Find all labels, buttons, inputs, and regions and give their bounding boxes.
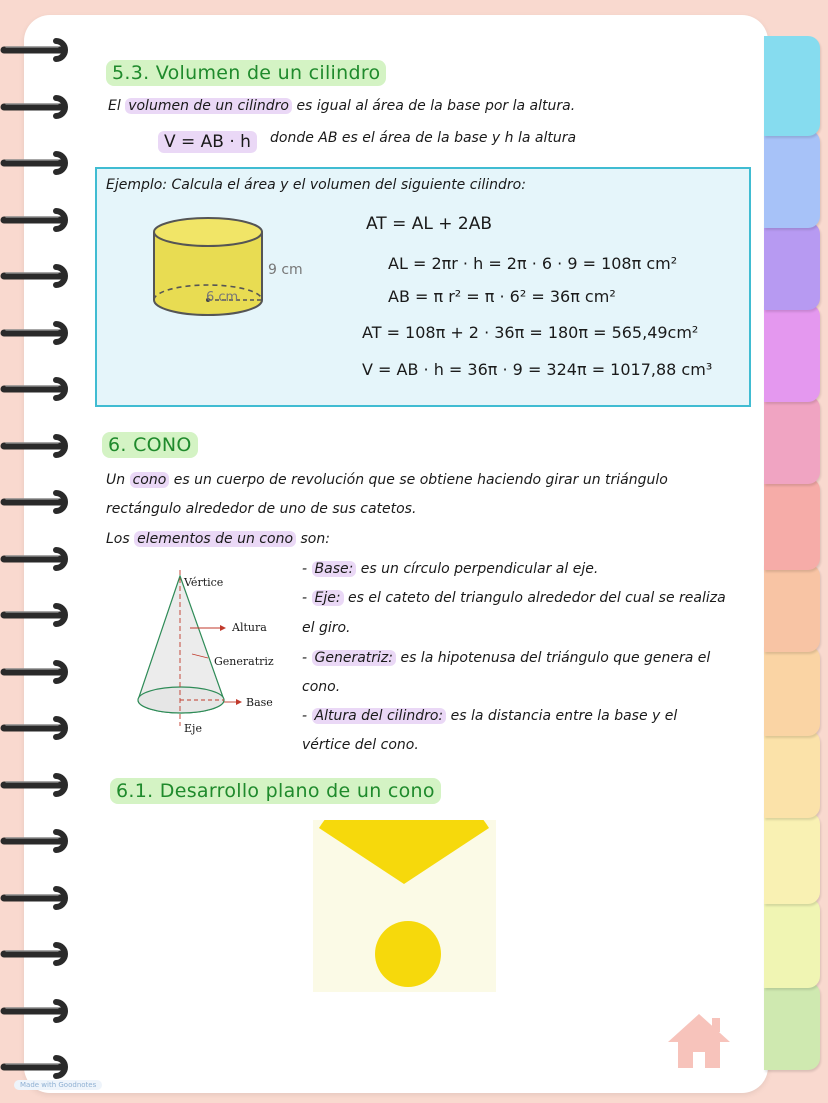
cone-elements-intro: Los elementos de un cono son: [106,531,330,547]
spiral-ring [0,374,80,404]
index-tab[interactable] [764,898,820,988]
element-base: - Base: es un círculo perpendicular al eje. [302,561,599,577]
lateral-area-line: AL = 2πr · h = 2π · 6 · 9 = 108π cm² [388,254,678,273]
element-height-cont: vértice del cono. [302,737,419,753]
element-generatrix-cont: cono. [302,679,341,695]
cone-definition-line2: rectángulo alrededor de uno de sus catetos. [106,501,417,517]
index-tab[interactable] [764,222,820,310]
index-tab[interactable] [764,812,820,904]
total-area-line: AT = 108π + 2 · 36π = 180π = 565,49cm² [362,323,699,342]
section-title: 5.3. Volumen de un cilindro [106,62,386,84]
index-tab[interactable] [764,396,820,484]
height-diagram-label: Altura [232,621,267,634]
spiral-ring [0,318,80,348]
element-axis-cont: el giro. [302,620,351,636]
axis-label: Eje [184,722,202,735]
spiral-ring [0,713,80,743]
base-diagram-label: Base [246,696,273,709]
element-height: - Altura del cilindro: es la distancia entre la base y el [302,708,678,724]
vertex-label: Vértice [184,576,224,589]
height-label: 9 cm [268,262,303,278]
radius-label: 6 cm [206,290,239,305]
element-generatrix: - Generatriz: es la hipotenusa del triángulo que genera el [302,650,711,666]
spiral-ring [0,431,80,461]
cone-diagram [128,566,298,741]
index-tab[interactable] [764,646,820,736]
index-tab[interactable] [764,36,820,136]
spiral-ring [0,487,80,517]
volume-line: V = AB · h = 36π · 9 = 324π = 1017,88 cm³ [362,360,713,379]
cone-net-base-circle [375,921,441,987]
spiral-ring [0,1052,80,1082]
spiral-ring [0,657,80,687]
section-title-desarrollo: 6.1. Desarrollo plano de un cono [110,780,441,802]
spiral-ring [0,205,80,235]
generatrix-label: Generatriz [214,655,274,668]
spiral-ring [0,600,80,630]
spiral-ring [0,92,80,122]
index-tab[interactable] [764,982,820,1070]
spiral-ring [0,996,80,1026]
index-tab[interactable] [764,304,820,402]
home-icon[interactable] [666,1010,732,1072]
index-tab[interactable] [764,478,820,570]
total-area-formula: AT = AL + 2AB [366,214,493,234]
index-tab[interactable] [764,130,820,228]
spiral-ring [0,826,80,856]
index-tab[interactable] [764,730,820,818]
definition-text: El volumen de un cilindro es igual al área de la base por la altura. [108,98,576,114]
spiral-ring [0,883,80,913]
cone-net-figure [313,820,496,992]
section-title-cono: 6. CONO [102,434,198,456]
spiral-ring [0,770,80,800]
formula-note: donde AB es el área de la base y h la altura [270,130,577,146]
spiral-ring [0,148,80,178]
spiral-ring [0,544,80,574]
spiral-ring [0,35,80,65]
goodnotes-watermark: Made with Goodnotes [14,1080,102,1090]
spiral-ring [0,939,80,969]
example-prompt: Ejemplo: Calcula el área y el volumen del siguiente cilindro: [106,177,526,193]
index-tab[interactable] [764,564,820,652]
spiral-ring [0,261,80,291]
volume-formula: V = AB · h [158,132,257,152]
cone-definition-line1: Un cono es un cuerpo de revolución que se obtiene haciendo girar un triángulo [106,472,668,488]
element-axis: - Eje: es el cateto del triangulo alrededor del cual se realiza [302,590,726,606]
base-area-line: AB = π r² = π · 6² = 36π cm² [388,287,616,306]
